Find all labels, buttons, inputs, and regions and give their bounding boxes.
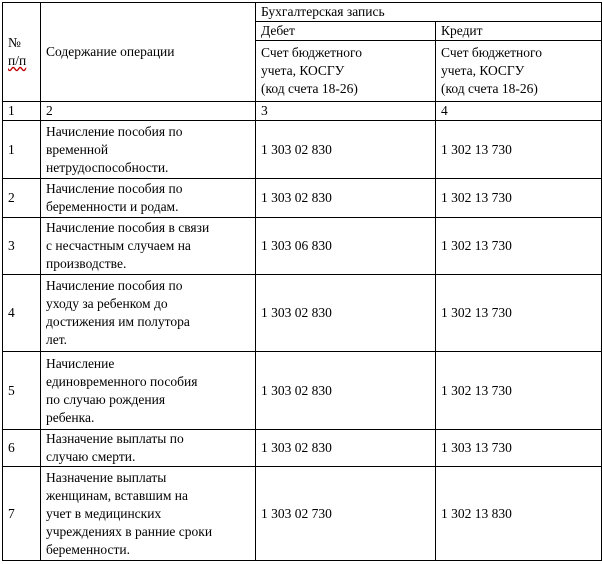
operation-line: беременности и родам. [46,199,179,214]
debit-account: 1 303 02 830 [256,352,436,430]
debit-account: 1 303 02 830 [256,179,436,218]
credit-account: 1 302 13 730 [436,275,602,352]
operation-line: Начисление пособия по [46,181,183,196]
operation-line: нетрудоспособности. [46,159,169,175]
operation-line: случаю смерти. [46,449,136,464]
debit-account: 1 303 02 830 [256,275,436,352]
account-desc-line: учета, КОСГУ [261,63,345,78]
credit-account: 1 302 13 730 [436,352,602,430]
header-number-symbol: № [8,35,21,50]
operation-line: производстве. [46,256,127,271]
account-desc-line: (код счета 18-26) [441,81,538,96]
header-accounting-entry: Бухгалтерская запись [256,3,602,22]
row-number: 7 [3,467,41,561]
credit-account: 1 303 13 730 [436,430,602,467]
row-number: 1 [3,121,41,179]
table-row [3,218,602,275]
header-debit-account-desc [256,41,436,102]
operation-line: единовременного пособия [46,373,198,389]
header-number-cell [3,3,41,102]
operation-line: с несчастным случаем на [46,238,191,253]
table-row [3,430,602,467]
operation-line: беременности. [46,541,130,557]
operation-line: по случаю рождения [46,391,166,407]
header-credit-account-desc [436,41,602,102]
operation-description [41,179,256,218]
operation-line: временной [46,141,109,157]
operation-description [41,121,256,179]
operation-line: Назначение выплаты [46,469,167,485]
operation-line: женщинам, вставшим на [46,487,188,503]
operation-description [41,352,256,430]
operation-line: учет в медицинских [46,505,162,521]
column-number: 1 [3,102,41,121]
account-desc-line: Счет бюджетного [261,45,362,60]
accounting-entries-table [2,2,602,561]
column-number: 3 [256,102,436,121]
column-number-row [3,102,602,121]
row-number: 2 [3,179,41,218]
header-credit: Кредит [436,22,602,41]
header-operation: Содержание операции [41,3,256,102]
operation-description [41,467,256,561]
data-rows [3,121,602,561]
row-number: 3 [3,218,41,275]
operation-description [41,218,256,275]
column-number: 2 [41,102,256,121]
debit-account: 1 303 02 830 [256,121,436,179]
credit-account: 1 302 13 730 [436,121,602,179]
operation-line: Начисление пособия в связи [46,220,210,235]
credit-account: 1 302 13 730 [436,179,602,218]
debit-account: 1 303 02 730 [256,467,436,561]
table-row [3,121,602,179]
table-row [3,179,602,218]
header-debit: Дебет [256,22,436,41]
row-number: 6 [3,430,41,467]
operation-line: учреждениях в ранние сроки [46,523,213,539]
operation-line: ребенка. [46,409,95,425]
operation-line: Начисление пособия по [46,123,183,139]
row-number: 5 [3,352,41,430]
debit-account: 1 303 06 830 [256,218,436,275]
column-number: 4 [436,102,602,121]
row-number: 4 [3,275,41,352]
operation-line: Начисление пособия по [46,278,183,293]
operation-line: уходу за ребенком до [46,296,168,311]
operation-line: достижения им полутора [46,314,190,329]
credit-account: 1 302 13 830 [436,467,602,561]
account-desc-line: Счет бюджетного [441,45,542,60]
header-number-abbr: п/п [8,53,27,68]
operation-description [41,430,256,467]
table-row [3,275,602,352]
account-desc-line: учета, КОСГУ [441,63,525,78]
operation-line: Начисление [46,355,115,371]
operation-description [41,275,256,352]
operation-line: лет. [46,332,67,347]
table-row [3,352,602,430]
table-row [3,467,602,561]
header-row-1 [3,3,602,22]
account-desc-line: (код счета 18-26) [261,81,358,96]
operation-line: Назначение выплаты по [46,431,184,446]
debit-account: 1 303 02 830 [256,430,436,467]
credit-account: 1 302 13 730 [436,218,602,275]
